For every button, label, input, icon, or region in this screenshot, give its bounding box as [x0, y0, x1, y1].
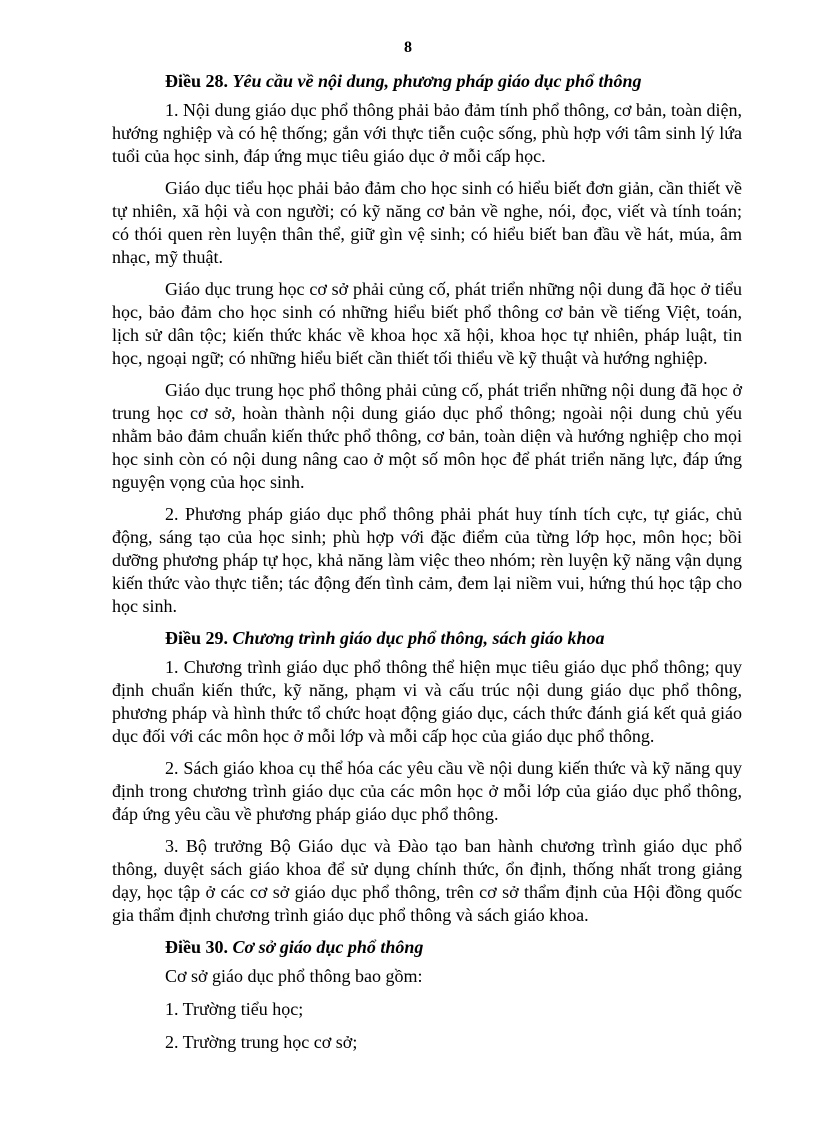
article-28-paragraph-3: Giáo dục trung học cơ sở phải củng cố, phát triển những nội dung đã học ở tiểu học, bảo đảm cho học sinh có những hiểu biết phổ thông cơ bản về tiếng Việt, toán, lịch sử dân tộc; kiến thức khác về khoa học xã hội, khoa học tự nhiên, pháp luật, tin học, ngoại ngữ; có những hiểu biết cần thiết tối thiểu về kỹ thuật và hướng nghiệp. — [112, 279, 742, 368]
article-title: Chương trình giáo dục phổ thông, sách giáo khoa — [232, 628, 605, 648]
article-heading-28 — [112, 70, 742, 93]
article-29-paragraph-3: 3. Bộ trưởng Bộ Giáo dục và Đào tạo ban hành chương trình giáo dục phổ thông, duyệt sách giáo khoa để sử dụng chính thức, ổn định, thống nhất trong giảng dạy, học tập ở các cơ sở giáo dục phổ thông, trên cơ sở thẩm định của Hội đồng quốc gia thẩm định chương trình giáo dục phổ thông và sách giáo khoa. — [112, 836, 742, 925]
article-28-paragraph-5: 2. Phương pháp giáo dục phổ thông phải phát huy tính tích cực, tự giác, chủ động, sáng tạo của học sinh; phù hợp với đặc điểm của từng lớp học, môn học; bồi dưỡng phương pháp tự học, khả năng làm việc theo nhóm; rèn luyện kỹ năng vận dụng kiến thức vào thực tiễn; tác động đến tình cảm, đem lại niềm vui, hứng thú học tập cho học sinh. — [112, 504, 742, 616]
article-title: Yêu cầu về nội dung, phương pháp giáo dục phổ thông — [232, 71, 642, 91]
article-30-intro: Cơ sở giáo dục phổ thông bao gồm: — [165, 966, 423, 986]
article-title: Cơ sở giáo dục phổ thông — [232, 937, 424, 957]
article-number: Điều 29. — [165, 628, 228, 648]
list-item: 2. Trường trung học cơ sở; — [165, 1032, 358, 1052]
document-body — [112, 70, 742, 1064]
article-heading-29 — [112, 627, 742, 650]
article-28-paragraph-2: Giáo dục tiểu học phải bảo đảm cho học sinh có hiểu biết đơn giản, cần thiết về tự nhiên, xã hội và con người; có kỹ năng cơ bản về nghe, nói, đọc, viết và tính toán; có thói quen rèn luyện thân thể, giữ gìn vệ sinh; có hiểu biết ban đầu về hát, múa, âm nhạc, mỹ thuật. — [112, 178, 742, 267]
article-28-paragraph-1: 1. Nội dung giáo dục phổ thông phải bảo đảm tính phổ thông, cơ bản, toàn diện, hướng nghiệp và có hệ thống; gắn với thực tiễn cuộc sống, phù hợp với tâm sinh lý lứa tuổi của học sinh, đáp ứng mục tiêu giáo dục ở mỗi cấp học. — [112, 100, 742, 166]
article-number: Điều 28. — [165, 71, 228, 91]
article-28-paragraph-4: Giáo dục trung học phổ thông phải củng cố, phát triển những nội dung đã học ở trung học cơ sở, hoàn thành nội dung giáo dục phổ thông; ngoài nội dung chủ yếu nhằm bảo đảm chuẩn kiến thức phổ thông, cơ bản, toàn diện và hướng nghiệp cho mọi học sinh còn có nội dung nâng cao ở một số môn học để phát triển năng lực, đáp ứng nguyện vọng của học sinh. — [112, 380, 742, 492]
article-29-paragraph-1: 1. Chương trình giáo dục phổ thông thể hiện mục tiêu giáo dục phổ thông; quy định chuẩn kiến thức, kỹ năng, phạm vi và cấu trúc nội dung giáo dục phổ thông, phương pháp và hình thức tổ chức hoạt động giáo dục, cách thức đánh giá kết quả giáo dục đối với các môn học ở mỗi lớp và mỗi cấp học của giáo dục phổ thông. — [112, 657, 742, 746]
article-heading-30 — [112, 936, 742, 959]
article-29-paragraph-2: 2. Sách giáo khoa cụ thể hóa các yêu cầu về nội dung kiến thức và kỹ năng quy định trong chương trình giáo dục của các môn học ở mỗi lớp của giáo dục phổ thông, đáp ứng yêu cầu về phương pháp giáo dục phổ thông. — [112, 758, 742, 824]
list-item: 1. Trường tiểu học; — [165, 999, 304, 1019]
page-number: 8 — [404, 39, 412, 56]
article-number: Điều 30. — [165, 937, 228, 957]
